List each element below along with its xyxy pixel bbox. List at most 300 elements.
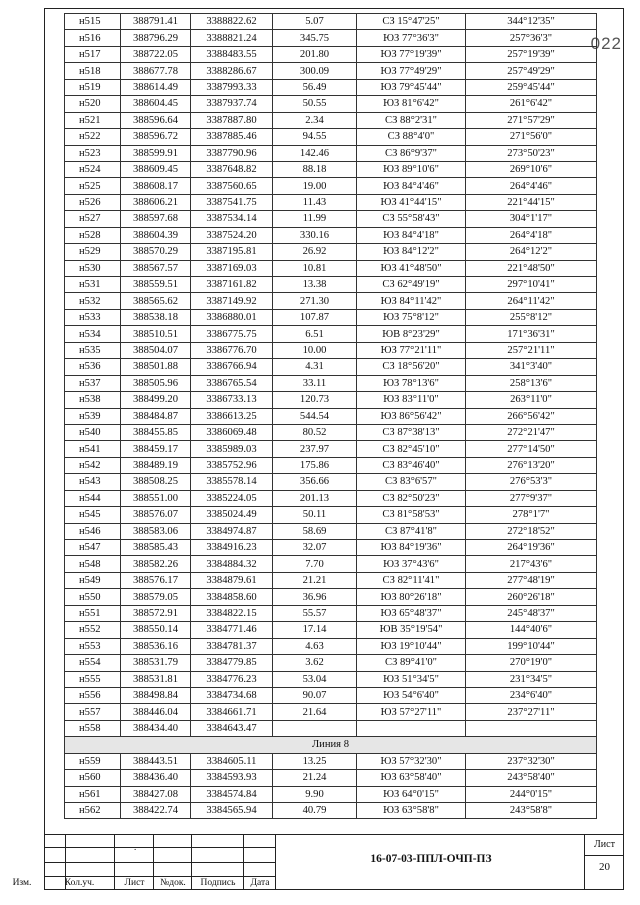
table-row xyxy=(65,79,597,95)
table-cell: 388597.68 xyxy=(121,211,191,227)
table-cell: 3384565.94 xyxy=(191,803,273,819)
table-cell: 270°19'0" xyxy=(466,655,597,671)
table-cell: 10.00 xyxy=(273,342,357,358)
table-cell xyxy=(466,720,597,736)
table-cell: 388609.45 xyxy=(121,161,191,177)
table-cell: 11.99 xyxy=(273,211,357,227)
table-cell: н548 xyxy=(65,556,121,572)
section-label: Линия 8 xyxy=(65,737,597,753)
table-row xyxy=(65,786,597,802)
table-cell: н545 xyxy=(65,507,121,523)
table-cell: СЗ 15°47'25" xyxy=(357,14,466,30)
table-cell: 388604.39 xyxy=(121,227,191,243)
table-row xyxy=(65,408,597,424)
table-cell: 388677.78 xyxy=(121,63,191,79)
table-cell: 388455.85 xyxy=(121,424,191,440)
table-cell: СЗ 83°46'40" xyxy=(357,457,466,473)
table-row xyxy=(65,770,597,786)
table-cell: 388576.07 xyxy=(121,507,191,523)
table-cell: 3384593.93 xyxy=(191,770,273,786)
table-cell: 388551.00 xyxy=(121,490,191,506)
table-cell: н546 xyxy=(65,523,121,539)
table-cell: 388583.06 xyxy=(121,523,191,539)
table-cell: 388536.16 xyxy=(121,638,191,654)
table-row xyxy=(65,194,597,210)
table-cell: ЮВ 8°23'29" xyxy=(357,326,466,342)
section-row xyxy=(65,737,597,753)
table-cell: 3384822.15 xyxy=(191,605,273,621)
table-cell: 388606.21 xyxy=(121,194,191,210)
table-row xyxy=(65,30,597,46)
table-row xyxy=(65,145,597,161)
table-cell: СЗ 86°9'37" xyxy=(357,145,466,161)
table-cell: н529 xyxy=(65,244,121,260)
table-cell: 21.24 xyxy=(273,770,357,786)
table-row xyxy=(65,671,597,687)
table-row xyxy=(65,638,597,654)
table-cell: 3384605.11 xyxy=(191,753,273,769)
table-cell: 33.11 xyxy=(273,375,357,391)
table-cell: 260°26'18" xyxy=(466,589,597,605)
table-cell: ЮЗ 75°8'12" xyxy=(357,309,466,325)
sheet-box xyxy=(584,835,624,890)
table-cell: 3384776.23 xyxy=(191,671,273,687)
table-cell: н550 xyxy=(65,589,121,605)
table-cell: СЗ 82°11'41" xyxy=(357,572,466,588)
table-cell: 3387195.81 xyxy=(191,244,273,260)
table-cell: СЗ 88°4'0" xyxy=(357,129,466,145)
table-cell: 3384734.68 xyxy=(191,687,273,703)
table-cell: н559 xyxy=(65,753,121,769)
table-cell: н530 xyxy=(65,260,121,276)
table-row xyxy=(65,96,597,112)
table-cell: 3386765.54 xyxy=(191,375,273,391)
table-cell: 7.70 xyxy=(273,556,357,572)
table-cell: н522 xyxy=(65,129,121,145)
table-cell: 388446.04 xyxy=(121,704,191,720)
table-cell: 263°11'0" xyxy=(466,392,597,408)
table-cell: ЮЗ 57°27'11" xyxy=(357,704,466,720)
table-cell: 264°4'18" xyxy=(466,227,597,243)
table-cell: ЮЗ 37°43'6" xyxy=(357,556,466,572)
sheet-number: 20 xyxy=(599,861,610,873)
table-cell: 144°40'6" xyxy=(466,622,597,638)
table-cell: н562 xyxy=(65,803,121,819)
table-cell: 3384879.61 xyxy=(191,572,273,588)
table-cell: н519 xyxy=(65,79,121,95)
table-cell: 221°48'50" xyxy=(466,260,597,276)
table-row xyxy=(65,720,597,736)
table-cell: 271°56'0" xyxy=(466,129,597,145)
table-cell: 271°57'29" xyxy=(466,112,597,128)
table-cell: н520 xyxy=(65,96,121,112)
table-row xyxy=(65,326,597,342)
table-cell: ЮЗ 65°48'37" xyxy=(357,605,466,621)
table-cell: 388436.40 xyxy=(121,770,191,786)
table-cell: 88.18 xyxy=(273,161,357,177)
table-cell: 3386613.25 xyxy=(191,408,273,424)
table-cell: н554 xyxy=(65,655,121,671)
table-cell: 388585.43 xyxy=(121,540,191,556)
table-cell: ЮЗ 41°48'50" xyxy=(357,260,466,276)
table-row xyxy=(65,260,597,276)
table-cell: н532 xyxy=(65,293,121,309)
table-cell: 3386733.13 xyxy=(191,392,273,408)
table-cell: 217°43'6" xyxy=(466,556,597,572)
table-cell: 231°34'5" xyxy=(466,671,597,687)
table-cell: 388499.20 xyxy=(121,392,191,408)
table-cell: 300.09 xyxy=(273,63,357,79)
table-cell: 4.63 xyxy=(273,638,357,654)
table-cell: 272°21'47" xyxy=(466,424,597,440)
table-row xyxy=(65,211,597,227)
table-cell: 388422.74 xyxy=(121,803,191,819)
table-cell: 272°18'52" xyxy=(466,523,597,539)
table-row xyxy=(65,244,597,260)
table-cell: 388570.29 xyxy=(121,244,191,260)
table-row xyxy=(65,753,597,769)
stamp-label-podpis: Подпись xyxy=(200,878,236,888)
table-cell: н555 xyxy=(65,671,121,687)
table-cell: 388579.05 xyxy=(121,589,191,605)
table-cell: СЗ 55°58'43" xyxy=(357,211,466,227)
table-cell: 388501.88 xyxy=(121,359,191,375)
table-cell: 388722.05 xyxy=(121,46,191,62)
table-cell: ЮЗ 19°10'44" xyxy=(357,638,466,654)
table-cell: СЗ 62°49'19" xyxy=(357,277,466,293)
table-cell: 388550.14 xyxy=(121,622,191,638)
table-cell: 388443.51 xyxy=(121,753,191,769)
table-cell: 255°8'12" xyxy=(466,309,597,325)
table-cell: н516 xyxy=(65,30,121,46)
table-row xyxy=(65,293,597,309)
table-cell: ЮЗ 77°19'39" xyxy=(357,46,466,62)
table-row xyxy=(65,63,597,79)
table-cell: 257°49'29" xyxy=(466,63,597,79)
table-cell: 107.87 xyxy=(273,309,357,325)
table-cell: ЮЗ 54°6'40" xyxy=(357,687,466,703)
table-cell: ЮЗ 41°44'15" xyxy=(357,194,466,210)
table-cell: 257°36'3" xyxy=(466,30,597,46)
table-cell: 388484.87 xyxy=(121,408,191,424)
table-cell: 388531.81 xyxy=(121,671,191,687)
table-row xyxy=(65,392,597,408)
table-cell: 175.86 xyxy=(273,457,357,473)
table-cell: н543 xyxy=(65,474,121,490)
table-cell: ЮЗ 77°36'3" xyxy=(357,30,466,46)
stamp-label-ndok: №док. xyxy=(160,878,186,888)
table-cell: н518 xyxy=(65,63,121,79)
table-row xyxy=(65,227,597,243)
table-cell: 244°0'15" xyxy=(466,786,597,802)
table-cell: 3385989.03 xyxy=(191,441,273,457)
table-cell: 3384781.37 xyxy=(191,638,273,654)
table-cell: 50.55 xyxy=(273,96,357,112)
table-cell: 3384661.71 xyxy=(191,704,273,720)
stamp-label-izm: Изм. xyxy=(12,878,32,888)
table-cell: н528 xyxy=(65,227,121,243)
table-cell: 3386775.75 xyxy=(191,326,273,342)
table-row xyxy=(65,161,597,177)
table-cell: н544 xyxy=(65,490,121,506)
table-cell: 257°21'11" xyxy=(466,342,597,358)
table-cell: ЮЗ 63°58'8" xyxy=(357,803,466,819)
table-cell: 304°1'17" xyxy=(466,211,597,227)
table-cell: 271.30 xyxy=(273,293,357,309)
table-cell: 40.79 xyxy=(273,803,357,819)
table-cell: 237°27'11" xyxy=(466,704,597,720)
table-cell: СЗ 87°38'13" xyxy=(357,424,466,440)
table-cell: 11.43 xyxy=(273,194,357,210)
sheet-label: Лист xyxy=(594,839,615,850)
table-cell: ЮЗ 89°10'6" xyxy=(357,161,466,177)
table-cell: н535 xyxy=(65,342,121,358)
table-row xyxy=(65,277,597,293)
table-cell: н525 xyxy=(65,178,121,194)
table-cell: 3385752.96 xyxy=(191,457,273,473)
table-cell: 261°6'42" xyxy=(466,96,597,112)
stamp-label-list: Лист xyxy=(124,878,145,888)
table-cell: 13.38 xyxy=(273,277,357,293)
table-cell: СЗ 83°6'57" xyxy=(357,474,466,490)
table-cell: 330.16 xyxy=(273,227,357,243)
table-cell: н537 xyxy=(65,375,121,391)
table-cell: н553 xyxy=(65,638,121,654)
table-cell: 3387648.82 xyxy=(191,161,273,177)
table-cell: 3387149.92 xyxy=(191,293,273,309)
table-cell: 5.07 xyxy=(273,14,357,30)
table-cell: 10.81 xyxy=(273,260,357,276)
table-cell: н551 xyxy=(65,605,121,621)
table-cell: 3387534.14 xyxy=(191,211,273,227)
table-row xyxy=(65,457,597,473)
table-row xyxy=(65,46,597,62)
table-cell: 388572.91 xyxy=(121,605,191,621)
table-cell xyxy=(357,720,466,736)
table-cell: 58.69 xyxy=(273,523,357,539)
table-cell: н538 xyxy=(65,392,121,408)
table-cell: н521 xyxy=(65,112,121,128)
table-row xyxy=(65,655,597,671)
table-cell: 264°4'46" xyxy=(466,178,597,194)
stamp-label-data: Дата xyxy=(250,878,270,888)
table-cell: 94.55 xyxy=(273,129,357,145)
table-cell: 3384884.32 xyxy=(191,556,273,572)
coordinates-table xyxy=(64,13,597,819)
table-cell: 80.52 xyxy=(273,424,357,440)
table-cell: 3387169.03 xyxy=(191,260,273,276)
table-cell: СЗ 82°50'23" xyxy=(357,490,466,506)
table-cell: 264°19'36" xyxy=(466,540,597,556)
table-cell: 3384574.84 xyxy=(191,786,273,802)
table-cell: СЗ 89°41'0" xyxy=(357,655,466,671)
table-cell: 273°50'23" xyxy=(466,145,597,161)
table-cell: 199°10'44" xyxy=(466,638,597,654)
table-cell: 21.64 xyxy=(273,704,357,720)
table-cell: 277°48'19" xyxy=(466,572,597,588)
table-cell: 3388821.24 xyxy=(191,30,273,46)
table-cell: н552 xyxy=(65,622,121,638)
table-cell: 388582.26 xyxy=(121,556,191,572)
table-row xyxy=(65,589,597,605)
table-cell: 9.90 xyxy=(273,786,357,802)
table-cell: 3387937.74 xyxy=(191,96,273,112)
table-cell: 264°12'2" xyxy=(466,244,597,260)
table-cell: ЮЗ 51°34'5" xyxy=(357,671,466,687)
table-cell: н539 xyxy=(65,408,121,424)
table-cell: 3388822.62 xyxy=(191,14,273,30)
table-cell: 201.80 xyxy=(273,46,357,62)
table-cell: 3386766.94 xyxy=(191,359,273,375)
table-cell: ЮЗ 81°6'42" xyxy=(357,96,466,112)
table-cell: 3387524.20 xyxy=(191,227,273,243)
table-cell: н542 xyxy=(65,457,121,473)
table-cell: ЮЗ 84°11'42" xyxy=(357,293,466,309)
table-cell: 17.14 xyxy=(273,622,357,638)
table-cell: н517 xyxy=(65,46,121,62)
table-cell: 388604.45 xyxy=(121,96,191,112)
table-cell: н561 xyxy=(65,786,121,802)
table-cell: 388608.17 xyxy=(121,178,191,194)
table-cell: 201.13 xyxy=(273,490,357,506)
table-cell: 3385024.49 xyxy=(191,507,273,523)
table-row xyxy=(65,424,597,440)
table-cell: 3387560.65 xyxy=(191,178,273,194)
table-cell: 243°58'40" xyxy=(466,770,597,786)
table-cell: 297°10'41" xyxy=(466,277,597,293)
stamp-label-kol-uch: Кол.уч. xyxy=(64,878,95,888)
table-cell: ЮВ 35°19'54" xyxy=(357,622,466,638)
table-cell: 120.73 xyxy=(273,392,357,408)
table-cell: 344°12'35" xyxy=(466,14,597,30)
table-cell: 544.54 xyxy=(273,408,357,424)
table-cell: 53.04 xyxy=(273,671,357,687)
table-cell: ЮЗ 83°11'0" xyxy=(357,392,466,408)
table-cell: 26.92 xyxy=(273,244,357,260)
table-cell: н526 xyxy=(65,194,121,210)
table-cell: 388567.57 xyxy=(121,260,191,276)
table-cell: 3387887.80 xyxy=(191,112,273,128)
table-row xyxy=(65,507,597,523)
table-row xyxy=(65,112,597,128)
table-row xyxy=(65,622,597,638)
table-row xyxy=(65,704,597,720)
table-row xyxy=(65,556,597,572)
table-row xyxy=(65,359,597,375)
table-cell: н541 xyxy=(65,441,121,457)
table-cell: 3387790.96 xyxy=(191,145,273,161)
table-cell: 90.07 xyxy=(273,687,357,703)
table-cell: 278°1'7" xyxy=(466,507,597,523)
table-cell: 19.00 xyxy=(273,178,357,194)
table-cell: 259°45'44" xyxy=(466,79,597,95)
table-cell: СЗ 81°58'53" xyxy=(357,507,466,523)
table-cell: н549 xyxy=(65,572,121,588)
table-cell: 345.75 xyxy=(273,30,357,46)
table-cell: 3384858.60 xyxy=(191,589,273,605)
table-cell: 3387885.46 xyxy=(191,129,273,145)
table-cell: 142.46 xyxy=(273,145,357,161)
table-cell: 3387161.82 xyxy=(191,277,273,293)
stamp-dot: . xyxy=(134,842,137,852)
table-cell: 32.07 xyxy=(273,540,357,556)
table-cell: 3384974.87 xyxy=(191,523,273,539)
table-cell: 3386069.48 xyxy=(191,424,273,440)
table-cell: 388510.51 xyxy=(121,326,191,342)
table-cell: 388565.62 xyxy=(121,293,191,309)
table-row xyxy=(65,309,597,325)
table-cell: 3385224.05 xyxy=(191,490,273,506)
table-cell: 276°13'20" xyxy=(466,457,597,473)
table-cell: 388796.29 xyxy=(121,30,191,46)
table-cell: ЮЗ 84°4'18" xyxy=(357,227,466,243)
table-cell: 237°32'30" xyxy=(466,753,597,769)
table-cell: 55.57 xyxy=(273,605,357,621)
table-row xyxy=(65,342,597,358)
table-cell: 3387541.75 xyxy=(191,194,273,210)
table-cell: 388791.41 xyxy=(121,14,191,30)
table-cell: 3386880.01 xyxy=(191,309,273,325)
table-cell: ЮЗ 78°13'6" xyxy=(357,375,466,391)
table-cell: 388538.18 xyxy=(121,309,191,325)
table-cell: 50.11 xyxy=(273,507,357,523)
table-cell: 257°19'39" xyxy=(466,46,597,62)
table-row xyxy=(65,687,597,703)
table-cell: 3388483.55 xyxy=(191,46,273,62)
table-cell: 56.49 xyxy=(273,79,357,95)
table-cell: СЗ 18°56'20" xyxy=(357,359,466,375)
table-cell: 264°11'42" xyxy=(466,293,597,309)
table-cell: 388599.91 xyxy=(121,145,191,161)
table-cell: ЮЗ 57°32'30" xyxy=(357,753,466,769)
table-cell: 3388286.67 xyxy=(191,63,273,79)
table-cell: 277°14'50" xyxy=(466,441,597,457)
table-cell: н557 xyxy=(65,704,121,720)
table-cell: ЮЗ 86°56'42" xyxy=(357,408,466,424)
table-cell: ЮЗ 84°19'36" xyxy=(357,540,466,556)
table-row xyxy=(65,540,597,556)
document-code: 16-07-03-ППЛ-ОЧП-ПЗ xyxy=(370,853,492,865)
table-cell: 388504.07 xyxy=(121,342,191,358)
table-cell: н556 xyxy=(65,687,121,703)
handwritten-page-number: 022 xyxy=(590,34,622,53)
table-row xyxy=(65,490,597,506)
table-cell: н558 xyxy=(65,720,121,736)
table-cell: 258°13'6" xyxy=(466,375,597,391)
table-cell: ЮЗ 77°21'11" xyxy=(357,342,466,358)
table-cell: 341°3'40" xyxy=(466,359,597,375)
table-cell: 36.96 xyxy=(273,589,357,605)
table-row xyxy=(65,375,597,391)
table-cell: 3384779.85 xyxy=(191,655,273,671)
table-cell: ЮЗ 84°4'46" xyxy=(357,178,466,194)
table-row xyxy=(65,523,597,539)
table-cell: 243°58'8" xyxy=(466,803,597,819)
table-cell: н547 xyxy=(65,540,121,556)
table-cell: ЮЗ 80°26'18" xyxy=(357,589,466,605)
table-cell: 3384643.47 xyxy=(191,720,273,736)
table-row xyxy=(65,129,597,145)
table-cell: 388559.51 xyxy=(121,277,191,293)
table-cell: ЮЗ 79°45'44" xyxy=(357,79,466,95)
table-row xyxy=(65,14,597,30)
table-cell: н534 xyxy=(65,326,121,342)
table-cell: 388489.19 xyxy=(121,457,191,473)
table-cell: 234°6'40" xyxy=(466,687,597,703)
table-row xyxy=(65,441,597,457)
table-cell: 3384771.46 xyxy=(191,622,273,638)
table-cell xyxy=(273,720,357,736)
